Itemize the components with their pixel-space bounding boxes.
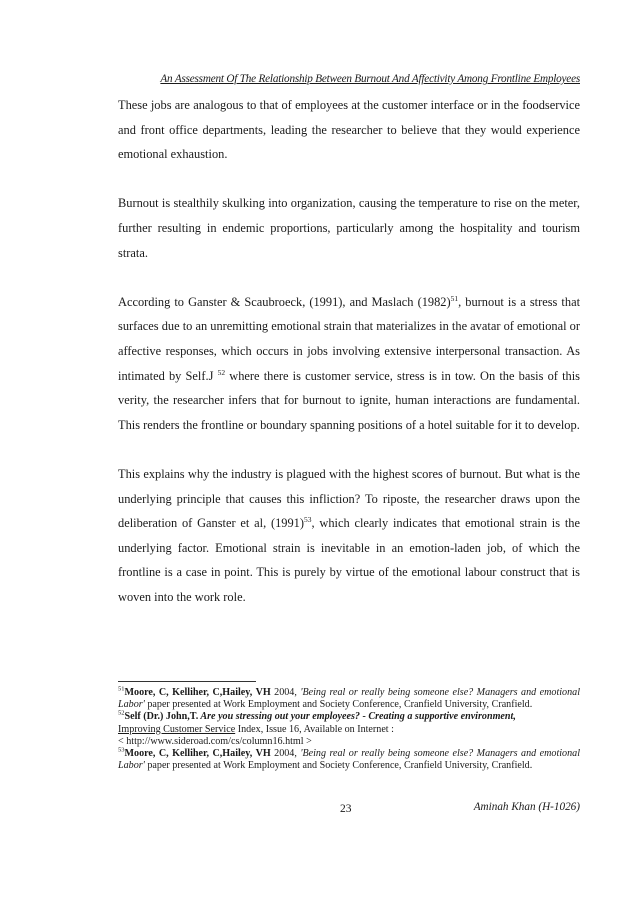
running-header-title: An Assessment Of The Relationship Between Burnout And Affectivity Among Frontline Employees [160, 73, 580, 85]
footnote-divider [118, 681, 256, 682]
footnote-51 [118, 687, 580, 711]
footnote-year: 2004, [270, 687, 301, 698]
footnote-number: 53 [118, 746, 125, 754]
footnote-title: Are you stressing out your employees? - Creating a supportive environment, [198, 711, 516, 723]
footnote-ref-53[interactable]: 53 [304, 514, 312, 524]
paragraph-4-part-a: This explains why the industry is plagued with the highest scores of burnout. But what is the underlying principle that causes this infliction? To riposte, the researcher draws upon the deliberation of Ganster et al, (1991) [118, 466, 580, 531]
paragraph-3-part-b: , burnout is a stress that surfaces due to an unremitting emotional strain that materializes in the avatar of emotional or affective responses, which occurs in jobs involving extensive interpersonal transaction. As intimated by Self.J [118, 294, 581, 383]
footnote-url[interactable]: < http://www.sideroad.com/cs/column16.html > [118, 735, 312, 747]
footnote-authors: Self (Dr.) John,T. [124, 711, 199, 723]
footnote-year: 2004, [270, 748, 301, 760]
paragraph-2: Burnout is stealthily skulking into organization, causing the temperature to rise on the meter, further resulting in endemic proportions, particularly among the hospitality and tourism strata. [118, 196, 580, 260]
footnote-link-improving-customer-service[interactable]: Improving Customer Service [118, 723, 236, 735]
footnote-number: 52 [118, 710, 125, 718]
page-number: 23 [340, 803, 352, 815]
footnote-53 [118, 748, 580, 772]
footnote-ref-51[interactable]: 51 [450, 293, 459, 303]
footnote-authors: Moore, C, Kelliher, C,Hailey, VH [124, 748, 271, 760]
footnote-52 [118, 711, 580, 748]
paragraph-1: These jobs are analogous to that of employees at the customer interface or in the foodservice and front office departments, leading the researcher to believe that they would experience emotional exhaustion. [118, 98, 580, 162]
footnote-rest: paper presented at Work Employment and Society Conference, Cranfield University, Cranfield. [144, 699, 533, 711]
footnote-number: 51 [118, 685, 125, 693]
footer-author: Aminah Khan (H-1026) [473, 801, 580, 813]
footnote-title: 'Being real or really being someone else? Managers and emotional Labor' [118, 687, 581, 711]
footnote-authors: Moore, C, Kelliher, C,Hailey, VH [124, 687, 271, 698]
paragraph-3-part-c: where there is customer service, stress is in tow. On the basis of this verity, the researcher infers that for burnout to ignite, human interactions are fundamental. This renders the frontline or boundary spanning positions of a hotel suitable for it to develop. [118, 368, 580, 432]
paragraph-3-part-a: According to Ganster & Scaubroeck, (1991), and Maslach (1982) [118, 294, 451, 309]
footnote-rest: Index, Issue 16, Available on Internet : [235, 723, 394, 735]
footnote-ref-52[interactable]: 52 [217, 367, 226, 377]
paragraph-3 [118, 290, 580, 438]
paragraph-4 [118, 462, 580, 610]
footnote-title: 'Being real or really being someone else? Managers and emotional Labor' [118, 748, 581, 772]
footnotes [118, 687, 580, 772]
body-text [118, 93, 580, 634]
paragraph-4-part-b: , which clearly indicates that emotional strain is the underlying factor. Emotional strain is inevitable in an emotion-laden job, of which the frontline is a case in point. This is purely by virtue of the emotional labour construct that is woven into the work role. [118, 516, 580, 604]
footnote-rest: paper presented at Work Employment and Society Conference, Cranfield University, Cranfield. [144, 760, 533, 772]
